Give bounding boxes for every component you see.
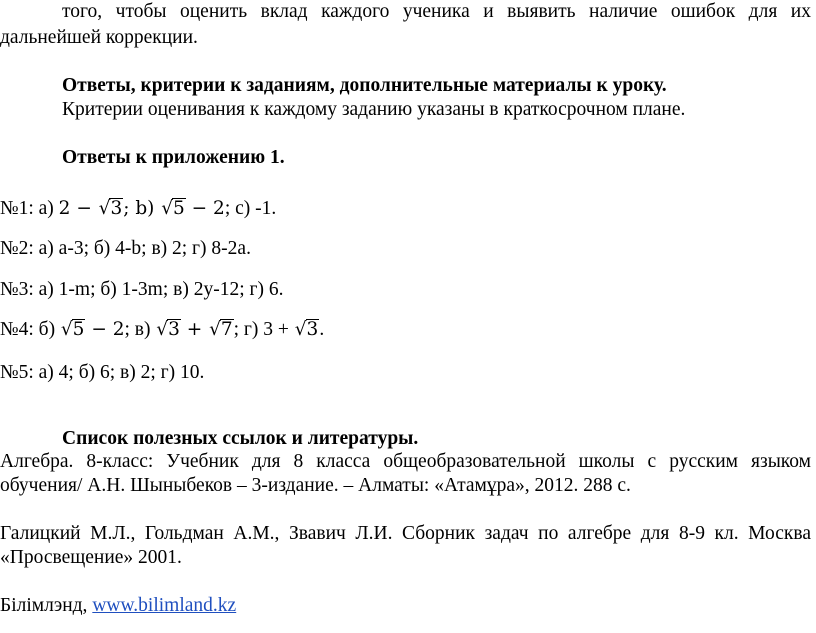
sqrt-symbol: √5 <box>60 319 85 340</box>
sqrt-symbol: √7 <box>209 319 233 340</box>
sqrt-symbol: √5 <box>161 198 185 219</box>
appendix-heading: Ответы к приложению 1. <box>62 147 285 168</box>
answer-item-label: №1: а) <box>0 198 59 219</box>
math-expression: √5 − 2 <box>60 319 125 340</box>
sqrt-symbol: √3 <box>156 319 180 340</box>
reference-1-line-1: Алгебра. 8-класс: Учебник для 8 класса общеобразовательной школы с русским языком <box>0 451 811 472</box>
reference-2-line-1: Галицкий М.Л., Гольдман А.М., Звавич Л.И. Сборник задач по алгебре для 8-9 кл. Москва <box>0 523 811 544</box>
literature-heading: Список полезных ссылок и литературы. <box>62 428 419 449</box>
answer-item-1: №1: а) 2 − √3; b) √5 − 2; c) -1. <box>0 198 277 219</box>
reference-3 <box>0 594 236 618</box>
answers-text: Критерии оценивания к каждому заданию указаны в краткосрочном плане. <box>62 99 686 120</box>
answer-item-label: №4: б) <box>0 319 60 340</box>
answer-item-3: №3: а) 1-m; б) 1-3m; в) 2y-12; г) 6. <box>0 279 284 300</box>
answers-heading: Ответы, критерии к заданиям, дополнительные материалы к уроку. <box>62 75 667 96</box>
answer-item-4: №4: б) √5 − 2; в) √3 + √7; г) 3 + √3. <box>0 319 325 340</box>
intro-line-1: того, чтобы оценить вклад каждого ученика и выявить наличие ошибок для их <box>62 1 811 22</box>
math-expression: 2 − √3; b) √5 − 2 <box>58 198 225 219</box>
bilimland-link[interactable]: www.bilimland.kz <box>92 595 237 616</box>
sqrt-symbol: √3 <box>294 319 319 340</box>
reference-3-prefix: Білімлэнд, <box>0 595 93 616</box>
answer-item-5: №5: а) 4; б) 6; в) 2; г) 10. <box>0 362 205 383</box>
sqrt-symbol: √3 <box>98 198 123 219</box>
intro-line-2: дальнейшей коррекции. <box>0 27 198 48</box>
reference-1-line-2: обучения/ А.Н. Шыныбеков – 3-издание. – Алматы: «Атамұра», 2012. 288 с. <box>0 475 631 496</box>
reference-2-line-2: «Просвещение» 2001. <box>0 547 182 568</box>
answer-item-2: №2: а) а-3; б) 4-b; в) 2; г) 8-2а. <box>0 238 251 259</box>
